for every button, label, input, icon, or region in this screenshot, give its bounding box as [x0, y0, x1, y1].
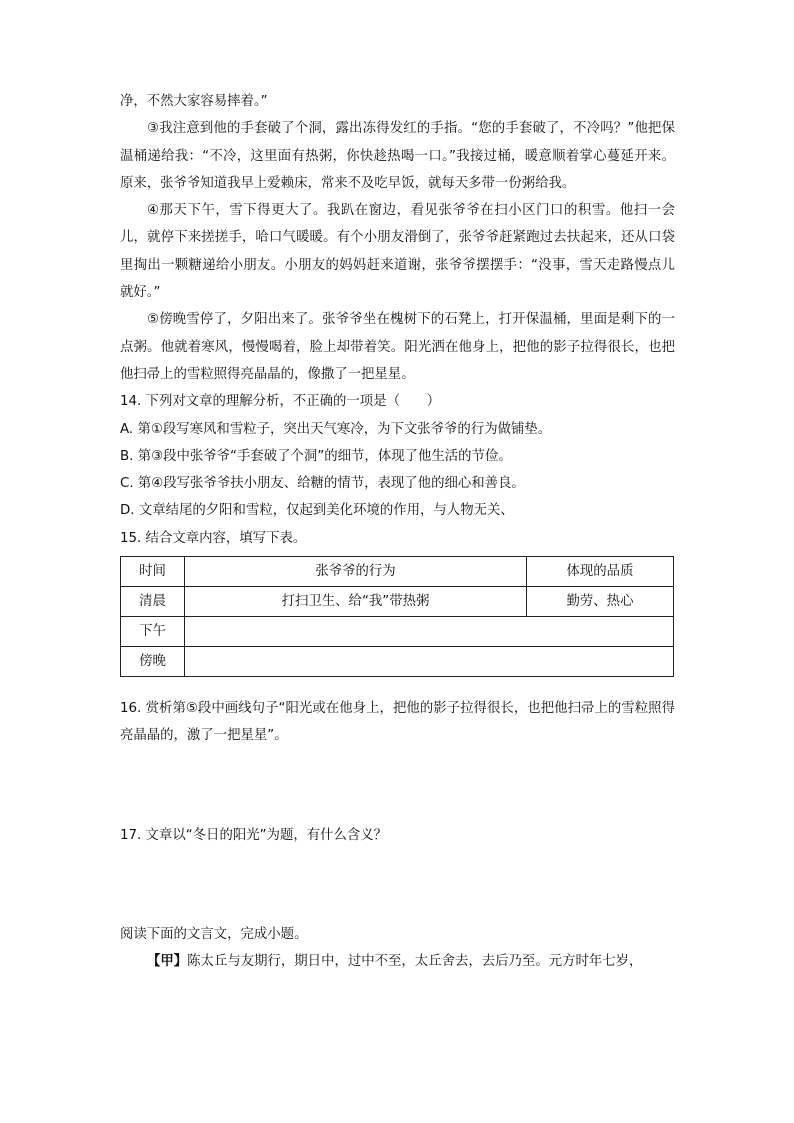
table-row — [121, 647, 674, 677]
passage-label-jia: 【甲】 — [147, 954, 188, 970]
table-row — [121, 617, 674, 647]
classical-passage-jia — [120, 948, 675, 975]
table-cell-time: 傍晚 — [121, 647, 185, 677]
table-cell-blank-answer[interactable] — [185, 647, 674, 677]
question-14-option-c: C. 第④段写张爷爷扶小朋友、给糖的情节，表现了他的细心和善良。 — [120, 476, 525, 492]
passage-paragraph-continued: 净，不然大家容易摔着。” — [120, 94, 268, 109]
classical-text-jia: 陈太丘与友期行，期日中，过中不至，太丘舍去，去后乃至。元方时年七岁， — [187, 954, 643, 970]
classical-intro: 阅读下面的文言文，完成小题。 — [120, 926, 308, 942]
table-cell-quality: 勤劳、热心 — [527, 587, 674, 617]
question-14-stem: 14. 下列对文章的理解分析，不正确的一项是（ ） — [120, 394, 441, 410]
passage-paragraph-3: ③我注意到他的手套破了个洞，露出冻得发红的手指。“您的手套破了，不冷吗？”他把保温桶递给我：“不冷，这里面有热粥，你快趁热喝一口。”我接过桶，暖意顺着掌心蔓延开来。原来，张爷爷知道我早上爱赖床，常来不及吃早饭，就每天多带一份粥给我。 — [120, 121, 675, 191]
table-header-quality: 体现的品质 — [527, 557, 674, 587]
document-page — [120, 88, 675, 976]
table-cell-time: 清晨 — [121, 587, 185, 617]
table-cell-behavior: 打扫卫生、给“我”带热粥 — [185, 587, 527, 617]
spacer — [120, 677, 675, 695]
table-cell-time: 下午 — [121, 617, 185, 647]
table-header-behavior: 张爷爷的行为 — [185, 557, 527, 587]
question-15-stem: 15. 结合文章内容，填写下表。 — [120, 530, 307, 546]
passage-paragraph-4: ④那天下午，雪下得更大了。我趴在窗边，看见张爷爷在扫小区门口的积雪。他扫一会儿，就停下来搓搓手，哈口气暖暖。有个小朋友滑倒了，张爷爷赶紧跑过去扶起来，还从口袋里掏出一颗糖递给小朋友。小朋友的妈妈赶来道谢，张爷爷摆摆手：“没事，雪天走路慢点儿就好。” — [120, 203, 675, 301]
question-16-stem: 16. 赏析第⑤段中画线句子“阳光或在他身上，把他的影子拉得很长，也把他扫帚上的雪粒照得亮晶晶的，激了一把星星”。 — [120, 701, 675, 744]
passage-paragraph-5: ⑤傍晚雪停了，夕阳出来了。张爷爷坐在槐树下的石凳上，打开保温桶，里面是剩下的一点粥。他就着寒风，慢慢喝着，脸上却带着笑。阳光洒在他身上，把他的影子拉得很长，也把他扫帚上的雪粒照得亮晶晶的，像撒了一把星星。 — [120, 312, 675, 382]
table-header-time: 时间 — [121, 557, 185, 587]
answer-space-16 — [120, 750, 675, 822]
table-cell-blank-answer[interactable] — [185, 617, 674, 647]
answer-space-17 — [120, 849, 675, 921]
question-14-option-b: B. 第③段中张爷爷“手套破了个洞”的细节，体现了他生活的节俭。 — [120, 448, 512, 464]
table-header-row — [121, 557, 674, 587]
question-14-option-a: A. 第①段写寒风和雪粒子，突出天气寒冷，为下文张爷爷的行为做铺垫。 — [120, 421, 552, 437]
question-14-option-d: D. 文章结尾的夕阳和雪粒，仅起到美化环境的作用，与人物无关、 — [120, 503, 514, 519]
table-row — [121, 587, 674, 617]
question-15-table — [120, 556, 674, 677]
question-17-stem: 17. 文章以“冬日的阳光”为题，有什么含义？ — [120, 827, 388, 843]
